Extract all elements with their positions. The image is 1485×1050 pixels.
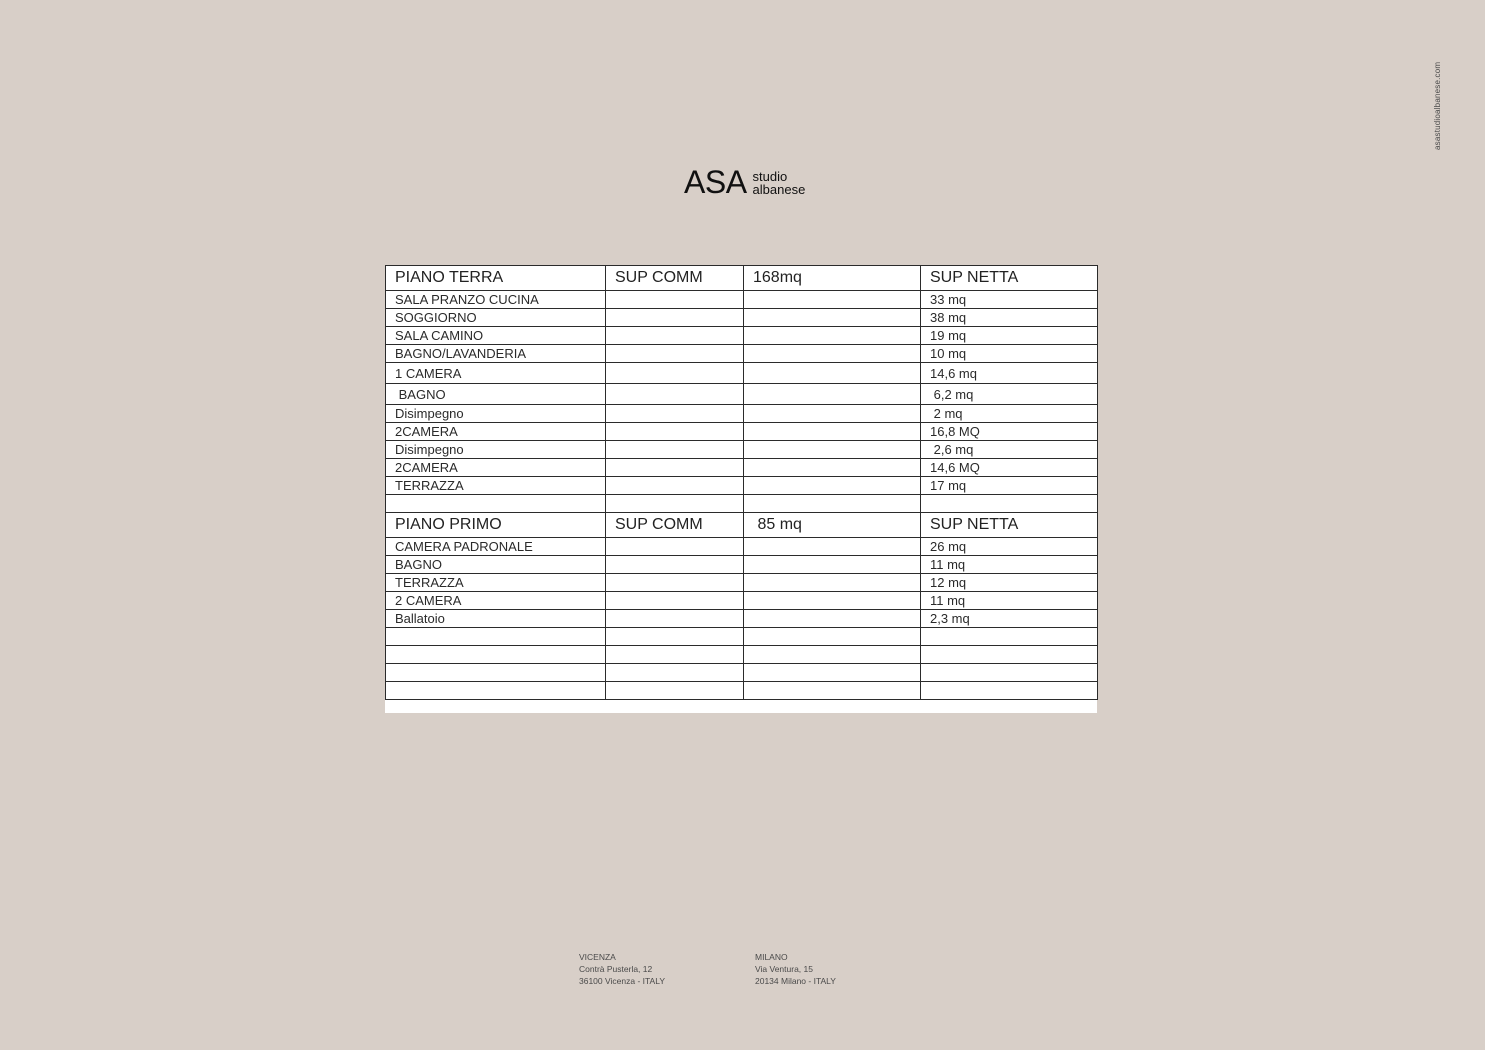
room-name: TERRAZZA <box>386 477 606 495</box>
empty-cell <box>744 646 921 664</box>
room-area: 2 mq <box>921 405 1098 423</box>
empty-cell <box>606 610 744 628</box>
area-sheet <box>385 265 1097 713</box>
room-area: 38 mq <box>921 309 1098 327</box>
table-row <box>386 345 1098 363</box>
room-name: BAGNO <box>386 384 606 405</box>
table-row <box>386 574 1098 592</box>
room-name: BAGNO/LAVANDERIA <box>386 345 606 363</box>
room-name: 2CAMERA <box>386 459 606 477</box>
logo-line-studio: studio <box>752 169 788 184</box>
empty-cell <box>744 423 921 441</box>
empty-cell <box>744 363 921 384</box>
empty-cell <box>744 538 921 556</box>
table-row-empty <box>386 495 1098 513</box>
room-area <box>921 664 1098 682</box>
empty-cell <box>606 628 744 646</box>
empty-cell <box>744 441 921 459</box>
table-row <box>386 291 1098 309</box>
table-header-row-piano-terra <box>386 266 1098 291</box>
room-name: 2CAMERA <box>386 423 606 441</box>
empty-cell <box>606 592 744 610</box>
header-cell-floor: PIANO TERRA <box>386 266 606 291</box>
room-name: CAMERA PADRONALE <box>386 538 606 556</box>
empty-cell <box>606 327 744 345</box>
empty-cell <box>606 477 744 495</box>
room-area: 11 mq <box>921 556 1098 574</box>
empty-cell <box>744 682 921 700</box>
empty-cell <box>744 628 921 646</box>
header-cell-sup-comm-value: 85 mq <box>744 513 921 538</box>
empty-cell <box>606 291 744 309</box>
header-cell-floor: PIANO PRIMO <box>386 513 606 538</box>
table-row <box>386 405 1098 423</box>
room-area: 10 mq <box>921 345 1098 363</box>
room-name: TERRAZZA <box>386 574 606 592</box>
footer-address-milano <box>755 951 836 987</box>
footer-postcode: 36100 Vicenza - ITALY <box>579 976 665 986</box>
room-area: 6,2 mq <box>921 384 1098 405</box>
footer-city: VICENZA <box>579 952 616 962</box>
header-cell-sup-netta: SUP NETTA <box>921 266 1098 291</box>
footer-street: Via Ventura, 15 <box>755 964 813 974</box>
room-area: 14,6 mq <box>921 363 1098 384</box>
room-area <box>921 646 1098 664</box>
table-row <box>386 477 1098 495</box>
logo-wordmark <box>753 168 806 196</box>
room-area: 11 mq <box>921 592 1098 610</box>
room-name: Disimpegno <box>386 441 606 459</box>
header-cell-sup-netta: SUP NETTA <box>921 513 1098 538</box>
room-area: 17 mq <box>921 477 1098 495</box>
empty-cell <box>606 363 744 384</box>
empty-cell <box>744 309 921 327</box>
room-name <box>386 664 606 682</box>
room-area: 16,8 MQ <box>921 423 1098 441</box>
room-name <box>386 646 606 664</box>
empty-cell <box>606 538 744 556</box>
room-name: SALA CAMINO <box>386 327 606 345</box>
table-row <box>386 363 1098 384</box>
empty-cell <box>606 345 744 363</box>
footer-postcode: 20134 Milano - ITALY <box>755 976 836 986</box>
room-name <box>386 495 606 513</box>
empty-cell <box>606 309 744 327</box>
empty-cell <box>744 610 921 628</box>
header-cell-sup-comm: SUP COMM <box>606 266 744 291</box>
table-row-empty <box>386 628 1098 646</box>
room-name: SALA PRANZO CUCINA <box>386 291 606 309</box>
empty-cell <box>744 556 921 574</box>
table-row <box>386 538 1098 556</box>
studio-logo <box>684 166 805 198</box>
header-cell-sup-comm-value: 168mq <box>744 266 921 291</box>
empty-cell <box>606 459 744 477</box>
footer-address-vicenza <box>579 951 665 987</box>
table-row <box>386 459 1098 477</box>
empty-cell <box>744 477 921 495</box>
empty-cell <box>744 574 921 592</box>
room-area: 33 mq <box>921 291 1098 309</box>
room-name <box>386 682 606 700</box>
table-row <box>386 441 1098 459</box>
table-header-row-piano-primo <box>386 513 1098 538</box>
table-row-empty <box>386 682 1098 700</box>
empty-cell <box>744 345 921 363</box>
empty-cell <box>606 495 744 513</box>
room-area <box>921 628 1098 646</box>
table-row <box>386 309 1098 327</box>
empty-cell <box>606 441 744 459</box>
room-name: BAGNO <box>386 556 606 574</box>
empty-cell <box>744 459 921 477</box>
logo-mark: ASA <box>684 164 747 200</box>
room-area: 14,6 MQ <box>921 459 1098 477</box>
table-row <box>386 592 1098 610</box>
table-row <box>386 556 1098 574</box>
logo-line-albanese: albanese <box>752 182 806 197</box>
room-name <box>386 628 606 646</box>
room-name: SOGGIORNO <box>386 309 606 327</box>
website-url: asastudioalbanese.com <box>1433 61 1442 150</box>
table-row-empty <box>386 646 1098 664</box>
empty-cell <box>606 664 744 682</box>
room-name: Disimpegno <box>386 405 606 423</box>
room-name: 2 CAMERA <box>386 592 606 610</box>
header-cell-sup-comm: SUP COMM <box>606 513 744 538</box>
empty-cell <box>606 423 744 441</box>
empty-cell <box>744 291 921 309</box>
empty-cell <box>606 574 744 592</box>
empty-cell <box>606 646 744 664</box>
room-area: 19 mq <box>921 327 1098 345</box>
empty-cell <box>744 405 921 423</box>
table-row <box>386 423 1098 441</box>
empty-cell <box>744 664 921 682</box>
room-name: 1 CAMERA <box>386 363 606 384</box>
empty-cell <box>744 384 921 405</box>
empty-cell <box>606 556 744 574</box>
room-area: 26 mq <box>921 538 1098 556</box>
room-area: 2,3 mq <box>921 610 1098 628</box>
empty-cell <box>606 384 744 405</box>
room-area <box>921 682 1098 700</box>
footer-street: Contrà Pusterla, 12 <box>579 964 653 974</box>
room-area: 2,6 mq <box>921 441 1098 459</box>
empty-cell <box>606 405 744 423</box>
room-area: 12 mq <box>921 574 1098 592</box>
empty-cell <box>744 495 921 513</box>
table-row <box>386 327 1098 345</box>
room-area <box>921 495 1098 513</box>
empty-cell <box>744 592 921 610</box>
room-name: Ballatoio <box>386 610 606 628</box>
table-row <box>386 384 1098 405</box>
table-row <box>386 610 1098 628</box>
empty-cell <box>606 682 744 700</box>
area-table <box>385 265 1098 700</box>
table-row-empty <box>386 664 1098 682</box>
empty-cell <box>744 327 921 345</box>
footer-city: MILANO <box>755 952 788 962</box>
